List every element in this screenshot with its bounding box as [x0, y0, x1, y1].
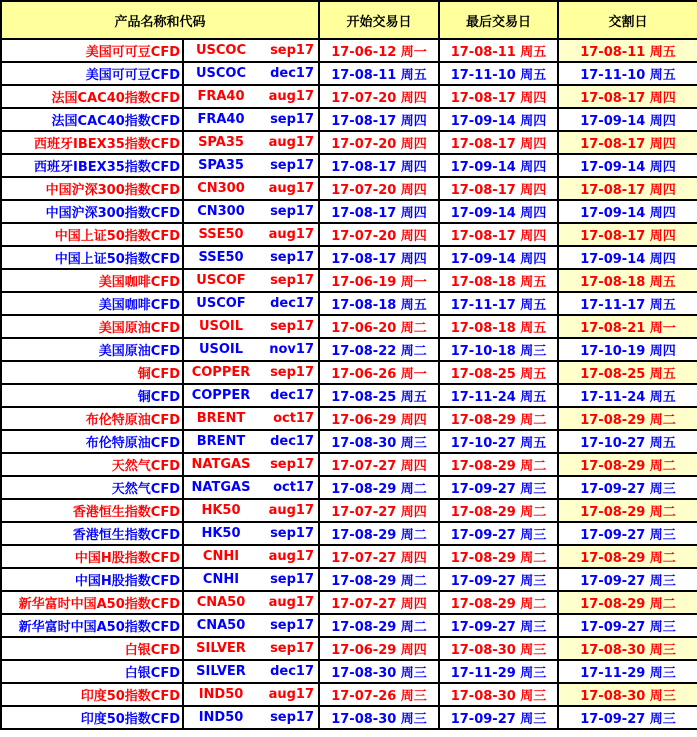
- product-code-cell: USCOC: [183, 62, 258, 85]
- last-trade-date-cell: 17-08-11 周五: [439, 39, 558, 62]
- last-trade-date-cell: 17-09-27 周三: [439, 706, 558, 729]
- start-date-cell: 17-08-30 周三: [319, 660, 439, 683]
- table-row: [1, 246, 697, 269]
- start-date-cell: 17-06-19 周一: [319, 269, 439, 292]
- product-code-cell: SPA35: [183, 131, 258, 154]
- last-trade-date-cell: 17-09-27 周三: [439, 568, 558, 591]
- delivery-date-cell: 17-09-27 周三: [558, 476, 697, 499]
- last-trade-date-cell: 17-11-24 周五: [439, 384, 558, 407]
- product-name-cell: 天然气CFD: [1, 453, 183, 476]
- product-name-cell: 铜CFD: [1, 384, 183, 407]
- last-trade-date-cell: 17-08-29 周二: [439, 499, 558, 522]
- product-code-cell: COPPER: [183, 361, 258, 384]
- contract-month-cell: aug17: [258, 591, 319, 614]
- delivery-date-cell: 17-09-14 周四: [558, 108, 697, 131]
- last-trade-date-cell: 17-08-18 周五: [439, 269, 558, 292]
- start-date-cell: 17-08-29 周二: [319, 476, 439, 499]
- product-name-cell: 西班牙IBEX35指数CFD: [1, 154, 183, 177]
- delivery-date-cell: 17-09-27 周三: [558, 522, 697, 545]
- contract-month-cell: nov17: [258, 338, 319, 361]
- delivery-date-cell: 17-08-25 周五: [558, 361, 697, 384]
- last-trade-date-cell: 17-09-14 周四: [439, 200, 558, 223]
- last-trade-date-cell: 17-08-25 周五: [439, 361, 558, 384]
- contract-month-cell: dec17: [258, 384, 319, 407]
- contract-month-cell: sep17: [258, 39, 319, 62]
- contract-month-cell: aug17: [258, 177, 319, 200]
- last-trade-date-cell: 17-08-30 周三: [439, 637, 558, 660]
- last-trade-date-cell: 17-10-18 周三: [439, 338, 558, 361]
- start-date-cell: 17-07-20 周四: [319, 177, 439, 200]
- delivery-date-cell: 17-08-17 周四: [558, 177, 697, 200]
- table-row: [1, 499, 697, 522]
- start-date-cell: 17-07-27 周四: [319, 499, 439, 522]
- last-trade-date-cell: 17-09-14 周四: [439, 246, 558, 269]
- table-row: [1, 384, 697, 407]
- last-trade-date-cell: 17-08-17 周四: [439, 177, 558, 200]
- table-row: [1, 614, 697, 637]
- start-date-cell: 17-08-17 周四: [319, 154, 439, 177]
- contract-month-cell: dec17: [258, 62, 319, 85]
- product-name-cell: 中国沪深300指数CFD: [1, 200, 183, 223]
- delivery-date-cell: 17-08-17 周四: [558, 85, 697, 108]
- table-row: [1, 361, 697, 384]
- last-trade-date-cell: 17-09-14 周四: [439, 154, 558, 177]
- contract-month-cell: aug17: [258, 545, 319, 568]
- table-row: [1, 108, 697, 131]
- contract-month-cell: sep17: [258, 361, 319, 384]
- delivery-date-cell: 17-09-14 周四: [558, 246, 697, 269]
- contract-month-cell: oct17: [258, 407, 319, 430]
- table-row: [1, 568, 697, 591]
- product-code-cell: USCOF: [183, 269, 258, 292]
- delivery-date-cell: 17-09-14 周四: [558, 200, 697, 223]
- header-start-date: 开始交易日: [319, 1, 439, 39]
- start-date-cell: 17-08-30 周三: [319, 706, 439, 729]
- product-name-cell: 美国原油CFD: [1, 338, 183, 361]
- product-name-cell: 白银CFD: [1, 660, 183, 683]
- contract-month-cell: oct17: [258, 476, 319, 499]
- header-delivery-date: 交割日: [558, 1, 697, 39]
- product-name-cell: 西班牙IBEX35指数CFD: [1, 131, 183, 154]
- table-row: [1, 292, 697, 315]
- last-trade-date-cell: 17-08-29 周二: [439, 407, 558, 430]
- product-code-cell: SSE50: [183, 246, 258, 269]
- product-name-cell: 法国CAC40指数CFD: [1, 108, 183, 131]
- contract-month-cell: aug17: [258, 85, 319, 108]
- table-row: [1, 200, 697, 223]
- product-name-cell: 布伦特原油CFD: [1, 430, 183, 453]
- table-row: [1, 545, 697, 568]
- delivery-date-cell: 17-08-29 周二: [558, 545, 697, 568]
- product-code-cell: SILVER: [183, 637, 258, 660]
- start-date-cell: 17-07-20 周四: [319, 85, 439, 108]
- table-row: [1, 591, 697, 614]
- delivery-date-cell: 17-09-14 周四: [558, 154, 697, 177]
- delivery-date-cell: 17-08-17 周四: [558, 223, 697, 246]
- product-name-cell: 中国H股指数CFD: [1, 568, 183, 591]
- last-trade-date-cell: 17-08-17 周四: [439, 131, 558, 154]
- header-last-trade-date: 最后交易日: [439, 1, 558, 39]
- contract-month-cell: sep17: [258, 108, 319, 131]
- contract-month-cell: sep17: [258, 154, 319, 177]
- start-date-cell: 17-08-30 周三: [319, 430, 439, 453]
- product-code-cell: BRENT: [183, 407, 258, 430]
- contract-month-cell: sep17: [258, 315, 319, 338]
- start-date-cell: 17-08-17 周四: [319, 246, 439, 269]
- product-code-cell: SPA35: [183, 154, 258, 177]
- delivery-date-cell: 17-08-30 周三: [558, 683, 697, 706]
- product-code-cell: FRA40: [183, 108, 258, 131]
- product-code-cell: NATGAS: [183, 453, 258, 476]
- product-code-cell: IND50: [183, 683, 258, 706]
- table-row: [1, 637, 697, 660]
- contract-month-cell: sep17: [258, 200, 319, 223]
- delivery-date-cell: 17-11-29 周三: [558, 660, 697, 683]
- start-date-cell: 17-08-22 周二: [319, 338, 439, 361]
- start-date-cell: 17-07-27 周四: [319, 591, 439, 614]
- product-code-cell: CNA50: [183, 614, 258, 637]
- table-row: [1, 660, 697, 683]
- product-name-cell: 美国咖啡CFD: [1, 269, 183, 292]
- product-name-cell: 白银CFD: [1, 637, 183, 660]
- contract-month-cell: sep17: [258, 568, 319, 591]
- start-date-cell: 17-08-17 周四: [319, 200, 439, 223]
- start-date-cell: 17-07-20 周四: [319, 131, 439, 154]
- product-code-cell: USOIL: [183, 315, 258, 338]
- last-trade-date-cell: 17-11-10 周五: [439, 62, 558, 85]
- delivery-date-cell: 17-08-29 周二: [558, 591, 697, 614]
- product-name-cell: 法国CAC40指数CFD: [1, 85, 183, 108]
- product-name-cell: 印度50指数CFD: [1, 706, 183, 729]
- product-code-cell: IND50: [183, 706, 258, 729]
- delivery-date-cell: 17-08-30 周三: [558, 637, 697, 660]
- last-trade-date-cell: 17-08-17 周四: [439, 85, 558, 108]
- delivery-date-cell: 17-11-24 周五: [558, 384, 697, 407]
- delivery-date-cell: 17-09-27 周三: [558, 706, 697, 729]
- product-code-cell: USCOC: [183, 39, 258, 62]
- delivery-date-cell: 17-08-21 周一: [558, 315, 697, 338]
- last-trade-date-cell: 17-11-29 周三: [439, 660, 558, 683]
- delivery-date-cell: 17-11-17 周五: [558, 292, 697, 315]
- table-row: [1, 407, 697, 430]
- product-code-cell: COPPER: [183, 384, 258, 407]
- product-name-cell: 香港恒生指数CFD: [1, 522, 183, 545]
- contract-month-cell: dec17: [258, 660, 319, 683]
- table-row: [1, 522, 697, 545]
- table-row: [1, 177, 697, 200]
- product-code-cell: CNHI: [183, 545, 258, 568]
- start-date-cell: 17-08-25 周五: [319, 384, 439, 407]
- start-date-cell: 17-07-27 周四: [319, 545, 439, 568]
- delivery-date-cell: 17-11-10 周五: [558, 62, 697, 85]
- table-row: [1, 315, 697, 338]
- start-date-cell: 17-07-20 周四: [319, 223, 439, 246]
- product-name-cell: 中国上证50指数CFD: [1, 223, 183, 246]
- table-row: [1, 338, 697, 361]
- product-name-cell: 新华富时中国A50指数CFD: [1, 614, 183, 637]
- last-trade-date-cell: 17-09-27 周三: [439, 614, 558, 637]
- product-code-cell: NATGAS: [183, 476, 258, 499]
- delivery-date-cell: 17-10-19 周四: [558, 338, 697, 361]
- contract-month-cell: sep17: [258, 246, 319, 269]
- start-date-cell: 17-07-27 周四: [319, 453, 439, 476]
- last-trade-date-cell: 17-08-29 周二: [439, 591, 558, 614]
- product-code-cell: FRA40: [183, 85, 258, 108]
- last-trade-date-cell: 17-09-27 周三: [439, 476, 558, 499]
- start-date-cell: 17-06-20 周二: [319, 315, 439, 338]
- product-name-cell: 铜CFD: [1, 361, 183, 384]
- start-date-cell: 17-08-29 周二: [319, 522, 439, 545]
- start-date-cell: 17-06-26 周一: [319, 361, 439, 384]
- table-row: [1, 131, 697, 154]
- product-code-cell: HK50: [183, 499, 258, 522]
- product-name-cell: 新华富时中国A50指数CFD: [1, 591, 183, 614]
- contract-month-cell: aug17: [258, 223, 319, 246]
- delivery-date-cell: 17-10-27 周五: [558, 430, 697, 453]
- product-code-cell: SILVER: [183, 660, 258, 683]
- delivery-date-cell: 17-08-29 周二: [558, 499, 697, 522]
- table-row: [1, 154, 697, 177]
- product-name-cell: 印度50指数CFD: [1, 683, 183, 706]
- table-row: [1, 223, 697, 246]
- delivery-date-cell: 17-08-18 周五: [558, 269, 697, 292]
- last-trade-date-cell: 17-08-29 周二: [439, 453, 558, 476]
- start-date-cell: 17-08-29 周二: [319, 568, 439, 591]
- table-row: [1, 683, 697, 706]
- start-date-cell: 17-06-29 周四: [319, 637, 439, 660]
- last-trade-date-cell: 17-10-27 周五: [439, 430, 558, 453]
- product-name-cell: 美国咖啡CFD: [1, 292, 183, 315]
- last-trade-date-cell: 17-11-17 周五: [439, 292, 558, 315]
- header-row: [1, 1, 697, 39]
- product-name-cell: 美国可可豆CFD: [1, 62, 183, 85]
- contract-month-cell: sep17: [258, 614, 319, 637]
- product-name-cell: 美国可可豆CFD: [1, 39, 183, 62]
- start-date-cell: 17-08-17 周四: [319, 108, 439, 131]
- table-row: [1, 85, 697, 108]
- product-code-cell: USOIL: [183, 338, 258, 361]
- contract-month-cell: dec17: [258, 292, 319, 315]
- contract-month-cell: aug17: [258, 131, 319, 154]
- last-trade-date-cell: 17-08-18 周五: [439, 315, 558, 338]
- contract-month-cell: sep17: [258, 453, 319, 476]
- last-trade-date-cell: 17-09-27 周三: [439, 522, 558, 545]
- contract-month-cell: sep17: [258, 269, 319, 292]
- product-code-cell: CN300: [183, 200, 258, 223]
- start-date-cell: 17-08-11 周五: [319, 62, 439, 85]
- delivery-date-cell: 17-08-29 周二: [558, 407, 697, 430]
- delivery-date-cell: 17-09-27 周三: [558, 614, 697, 637]
- delivery-date-cell: 17-08-29 周二: [558, 453, 697, 476]
- header-product: 产品名称和代码: [1, 1, 319, 39]
- product-name-cell: 天然气CFD: [1, 476, 183, 499]
- contract-month-cell: dec17: [258, 430, 319, 453]
- table-body: [1, 39, 697, 729]
- product-code-cell: CNA50: [183, 591, 258, 614]
- table-row: [1, 453, 697, 476]
- product-code-cell: USCOF: [183, 292, 258, 315]
- last-trade-date-cell: 17-09-14 周四: [439, 108, 558, 131]
- last-trade-date-cell: 17-08-17 周四: [439, 223, 558, 246]
- contract-month-cell: sep17: [258, 637, 319, 660]
- product-name-cell: 香港恒生指数CFD: [1, 499, 183, 522]
- product-name-cell: 美国原油CFD: [1, 315, 183, 338]
- start-date-cell: 17-07-26 周三: [319, 683, 439, 706]
- product-code-cell: CN300: [183, 177, 258, 200]
- start-date-cell: 17-06-29 周四: [319, 407, 439, 430]
- product-name-cell: 中国沪深300指数CFD: [1, 177, 183, 200]
- contract-month-cell: sep17: [258, 522, 319, 545]
- product-code-cell: HK50: [183, 522, 258, 545]
- delivery-date-cell: 17-08-11 周五: [558, 39, 697, 62]
- start-date-cell: 17-08-29 周二: [319, 614, 439, 637]
- table-row: [1, 430, 697, 453]
- table-row: [1, 706, 697, 729]
- table-row: [1, 39, 697, 62]
- product-code-cell: BRENT: [183, 430, 258, 453]
- table-row: [1, 62, 697, 85]
- contract-month-cell: sep17: [258, 706, 319, 729]
- table-row: [1, 476, 697, 499]
- product-code-cell: SSE50: [183, 223, 258, 246]
- last-trade-date-cell: 17-08-30 周三: [439, 683, 558, 706]
- last-trade-date-cell: 17-08-29 周二: [439, 545, 558, 568]
- delivery-date-cell: 17-09-27 周三: [558, 568, 697, 591]
- contract-month-cell: aug17: [258, 499, 319, 522]
- delivery-date-cell: 17-08-17 周四: [558, 131, 697, 154]
- contract-month-cell: aug17: [258, 683, 319, 706]
- start-date-cell: 17-08-18 周五: [319, 292, 439, 315]
- table-row: [1, 269, 697, 292]
- start-date-cell: 17-06-12 周一: [319, 39, 439, 62]
- product-code-cell: CNHI: [183, 568, 258, 591]
- product-name-cell: 布伦特原油CFD: [1, 407, 183, 430]
- product-name-cell: 中国上证50指数CFD: [1, 246, 183, 269]
- product-name-cell: 中国H股指数CFD: [1, 545, 183, 568]
